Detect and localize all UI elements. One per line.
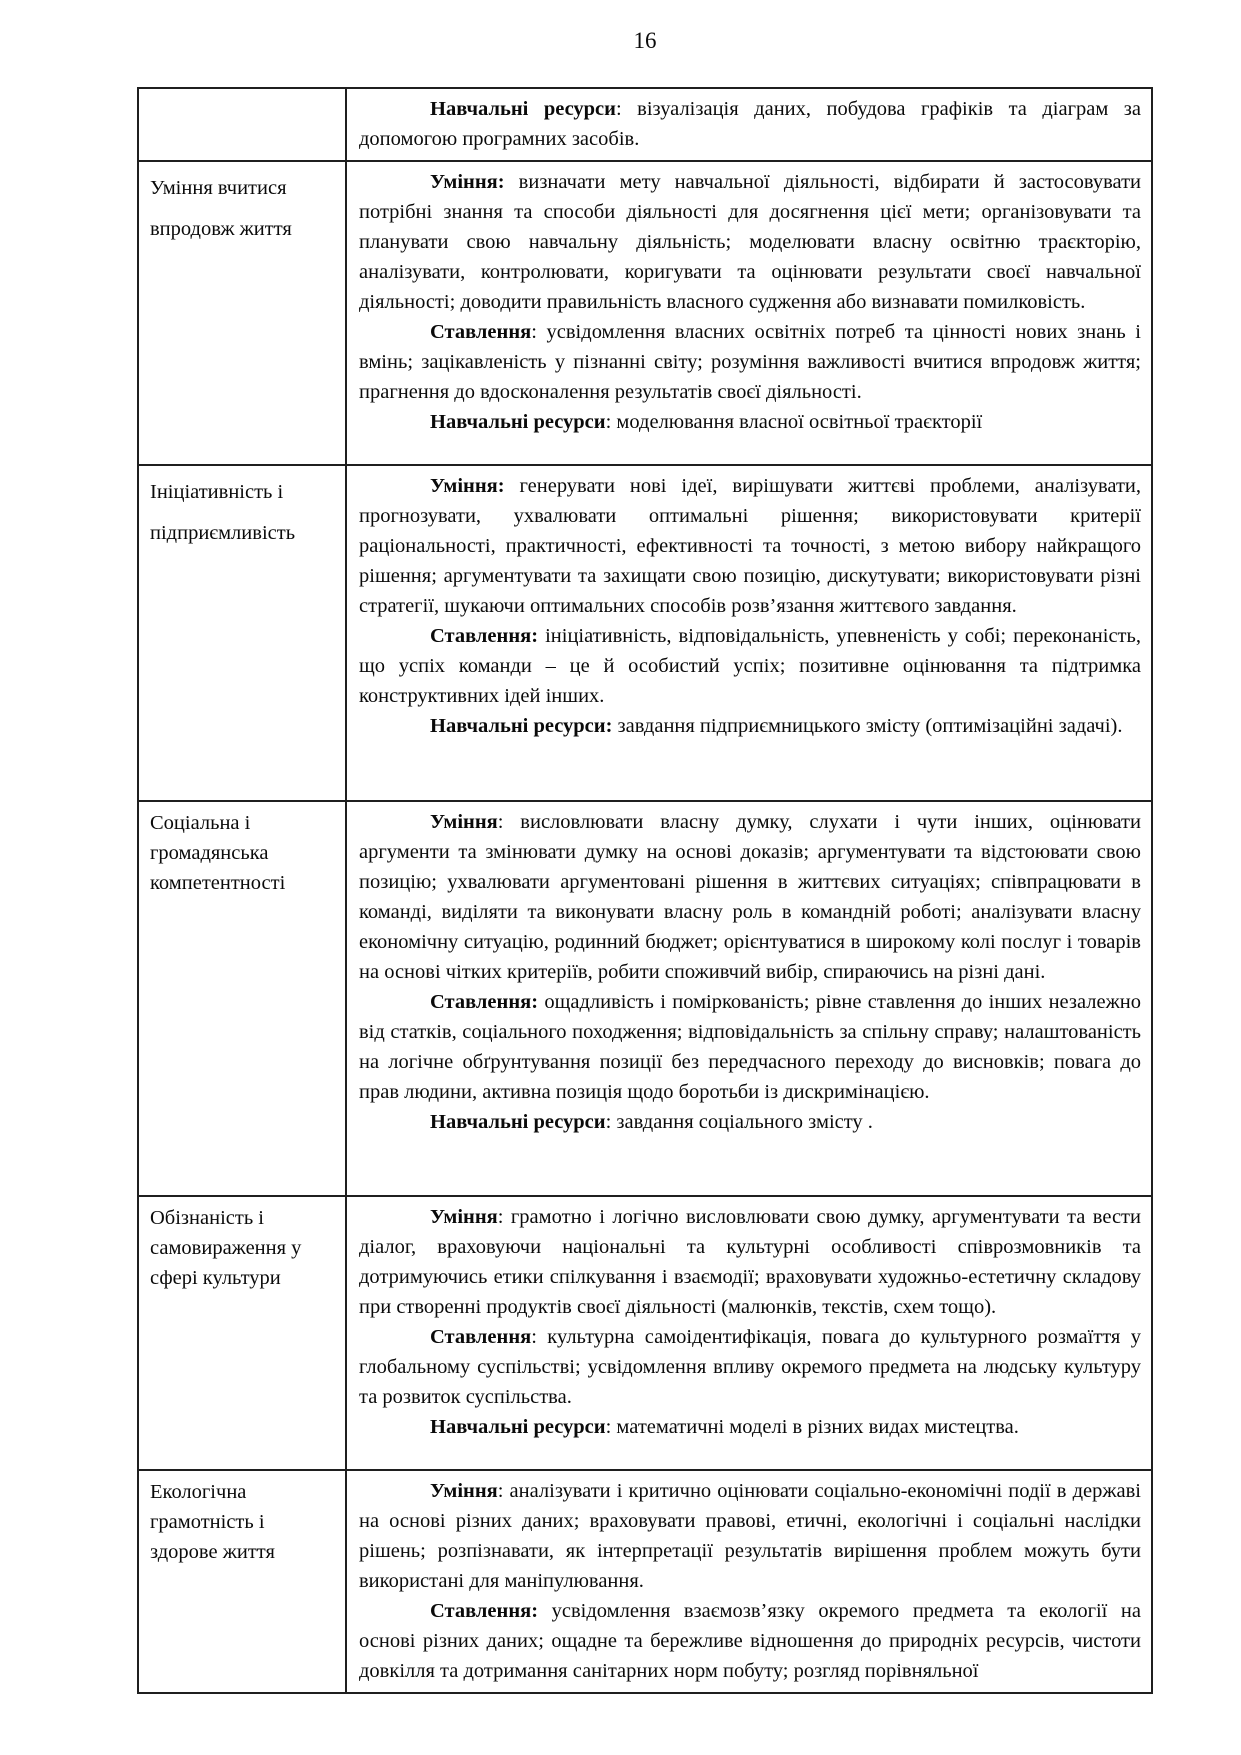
paragraph-label: Ставлення: xyxy=(430,1600,539,1622)
table-row xyxy=(138,801,1152,1196)
paragraph-label: Уміння: xyxy=(430,475,505,497)
paragraph xyxy=(359,711,1141,741)
paragraph-label: Уміння: xyxy=(430,171,505,193)
paragraph-label: Уміння xyxy=(430,1480,498,1502)
table-row xyxy=(138,161,1152,465)
paragraph xyxy=(359,807,1141,987)
paragraph xyxy=(359,94,1141,154)
paragraph-label: Навчальні ресурси xyxy=(430,1111,606,1133)
paragraph-text: : грамотно і логічно висловлювати свою думку, аргументувати та вести діалог, враховуючи національні та культурні особливості співрозмовників та дотримуючись етики спілкування і взаємодії; враховувати художньо-естетичну складову при створенні продуктів своєї діяльності (малюнків, текстів, схем тощо). xyxy=(359,1206,1141,1318)
paragraph-text: : математичні моделі в різних видах мистецтва. xyxy=(605,1416,1019,1438)
competency-cell xyxy=(138,1196,346,1470)
description-cell xyxy=(346,801,1152,1196)
description-cell xyxy=(346,465,1152,801)
table-row xyxy=(138,465,1152,801)
table-row xyxy=(138,88,1152,161)
paragraph-text: : моделювання власної освітньої траєкторії xyxy=(605,411,983,433)
table-row xyxy=(138,1196,1152,1470)
competency-cell xyxy=(138,161,346,465)
paragraph-label: Уміння xyxy=(430,811,498,833)
paragraph xyxy=(359,167,1141,317)
description-cell xyxy=(346,1196,1152,1470)
description-cell xyxy=(346,88,1152,161)
paragraph-text: : культурна самоідентифікація, повага до культурного розмаїття у глобальному суспільстві; усвідомлення впливу окремого предмета на людську культуру та розвиток суспільства. xyxy=(359,1326,1141,1408)
competency-cell xyxy=(138,1470,346,1693)
paragraph-text: : завдання соціального змісту . xyxy=(605,1111,873,1133)
paragraph xyxy=(359,1412,1141,1442)
paragraph-label: Ставлення: xyxy=(430,625,539,647)
description-cell xyxy=(346,1470,1152,1693)
paragraph-label: Ставлення xyxy=(430,1326,532,1348)
page-number: 16 xyxy=(633,28,657,53)
description-cell xyxy=(346,161,1152,465)
paragraph-text: : візуалізація даних, побудова графіків та діаграм за допомогою програмних засобів. xyxy=(359,98,1142,150)
table-row xyxy=(138,1470,1152,1693)
paragraph-text: завдання підприємницького змісту (оптимізаційні задачі). xyxy=(612,715,1123,737)
paragraph-label: Навчальні ресурси xyxy=(430,411,606,433)
competency-cell xyxy=(138,465,346,801)
competency-name: Соціальна і громадянська компетентності xyxy=(150,812,286,894)
competency-cell xyxy=(138,88,346,161)
competency-name: Екологічна грамотність і здорове життя xyxy=(150,1481,275,1563)
competencies-table xyxy=(137,87,1153,1694)
competency-name: Ініціативність і підприємливість xyxy=(150,481,296,544)
paragraph-label: Навчальні ресурси xyxy=(430,1416,606,1438)
paragraph xyxy=(359,317,1141,407)
paragraph xyxy=(359,1107,1141,1137)
paragraph xyxy=(359,1202,1141,1322)
paragraph xyxy=(359,407,1141,437)
paragraph xyxy=(359,1476,1141,1596)
paragraph xyxy=(359,471,1141,621)
paragraph-label: Ставлення: xyxy=(430,991,539,1013)
paragraph xyxy=(359,1322,1141,1412)
paragraph-text: визначати мету навчальної діяльності, відбирати й застосовувати потрібні знання та способи діяльності для досягнення цієї мети; організовувати та планувати свою навчальну діяльність; моделювати власну освітню траєкторію, аналізувати, контролювати, коригувати та оцінювати результати своєї навчальної діяльності; доводити правильність власного судження або визнавати помилковість. xyxy=(359,171,1141,313)
paragraph-text: усвідомлення взаємозв’язку окремого предмета та екології на основі різних даних; ощадне та бережливе відношення до природніх ресурсів, чистоти довкілля та дотримання санітарних норм побуту; розгляд порівняльної xyxy=(359,1600,1141,1682)
competency-name: Обізнаність і самовираження у сфері культури xyxy=(150,1207,302,1289)
paragraph-text: ощадливість і поміркованість; рівне ставлення до інших незалежно від статків, соціального походження; відповідальність за спільну справу; налаштованість на логічне обґрунтування позиції без передчасного переходу до висновків; повага до прав людини, активна позиція щодо боротьби із дискримінацією. xyxy=(359,991,1141,1103)
paragraph-text: : усвідомлення власних освітніх потреб та цінності нових знань і вмінь; зацікавленість у пізнанні світу; розуміння важливості вчитися впродовж життя; прагнення до вдосконалення результатів своєї діяльності. xyxy=(359,321,1141,403)
paragraph xyxy=(359,987,1141,1107)
paragraph-label: Навчальні ресурси: xyxy=(430,715,613,737)
paragraph-text: : висловлювати власну думку, слухати і чути інших, оцінювати аргументи та змінювати думку на основі доказів; аргументувати та відстоювати свою позицію; ухвалювати аргументовані рішення в життєвих ситуаціях; співпрацювати в команді, виділяти та виконувати власну роль в командній роботі; аналізувати власну економічну ситуацію, родинний бюджет; орієнтуватися в широкому колі послуг і товарів на основі чітких критеріїв, робити споживчий вибір, спираючись на різні дані. xyxy=(359,811,1141,983)
paragraph-label: Ставлення xyxy=(430,321,532,343)
paragraph xyxy=(359,1596,1141,1686)
paragraph-text: генерувати нові ідеї, вирішувати життєві проблеми, аналізувати, прогнозувати, ухвалювати оптимальні рішення; використовувати критерії раціональності, практичності, ефективності та точності, з метою вибору найкращого рішення; аргументувати та захищати свою позицію, дискутувати; використовувати різні стратегії, шукаючи оптимальних способів розв’язання життєвого завдання. xyxy=(359,475,1141,617)
competency-name: Уміння вчитися впродовж життя xyxy=(150,177,292,240)
paragraph xyxy=(359,621,1141,711)
paragraph-label: Навчальні ресурси xyxy=(430,98,616,120)
paragraph-text: ініціативність, відповідальність, упевненість у собі; переконаність, що успіх команди – це й особистий успіх; позитивне оцінювання та підтримка конструктивних ідей інших. xyxy=(359,625,1141,707)
paragraph-label: Уміння xyxy=(430,1206,498,1228)
competency-cell xyxy=(138,801,346,1196)
paragraph-text: : аналізувати і критично оцінювати соціально-економічні події в державі на основі різних даних; враховувати правові, етичні, екологічні і соціальні наслідки рішень; розпізнавати, як інтерпретації результатів вирішення проблем можуть бути використані для маніпулювання. xyxy=(359,1480,1141,1592)
